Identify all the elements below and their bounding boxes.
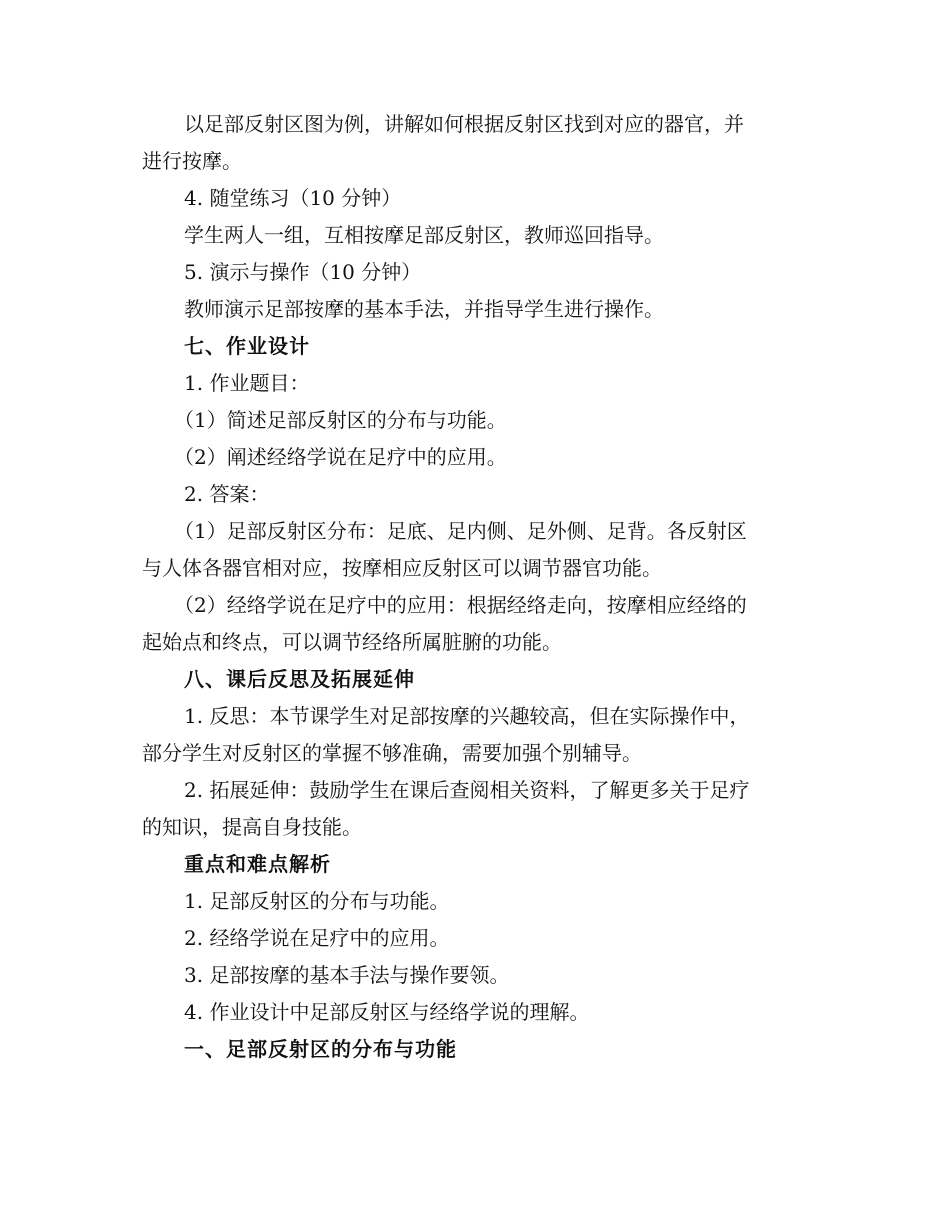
list-item: 5. 演示与操作（10 分钟） <box>184 260 422 284</box>
paragraph-line: 学生两人一组，互相按摩足部反射区，教师巡回指导。 <box>184 223 664 247</box>
list-item: 4. 作业设计中足部反射区与经络学说的理解。 <box>184 1000 590 1024</box>
document-body <box>142 106 810 1068</box>
sub-list-item: （2）阐述经络学说在足疗中的应用。 <box>174 445 507 469</box>
paragraph-line: 教师演示足部按摩的基本手法，并指导学生进行操作。 <box>184 297 664 321</box>
list-item: 2. 经络学说在足疗中的应用。 <box>184 926 450 950</box>
list-item: 1. 作业题目： <box>184 371 310 395</box>
paragraph-line: 进行按摩。 <box>142 149 242 173</box>
sub-list-item: （2）经络学说在足疗中的应用：根据经络走向，按摩相应经络的 <box>174 593 747 617</box>
paragraph-line: 的知识，提高自身技能。 <box>142 815 362 839</box>
list-item: 3. 足部按摩的基本手法与操作要领。 <box>184 963 510 987</box>
paragraph-line: 起始点和终点，可以调节经络所属脏腑的功能。 <box>142 630 562 654</box>
paragraph-line: 以足部反射区图为例，讲解如何根据反射区找到对应的器官，并 <box>184 112 744 136</box>
list-item: 1. 足部反射区的分布与功能。 <box>184 889 450 913</box>
paragraph-line: 与人体各器官相对应，按摩相应反射区可以调节器官功能。 <box>142 556 662 580</box>
list-item: 2. 答案： <box>184 482 270 506</box>
list-item: 2. 拓展延伸：鼓励学生在课后查阅相关资料，了解更多关于足疗 <box>184 778 750 802</box>
sub-list-item: （1）足部反射区分布：足底、足内侧、足外侧、足背。各反射区 <box>174 519 747 543</box>
section-heading: 一、足部反射区的分布与功能 <box>184 1037 457 1061</box>
list-item: 1. 反思：本节课学生对足部按摩的兴趣较高，但在实际操作中， <box>184 704 750 728</box>
section-heading: 重点和难点解析 <box>184 852 331 876</box>
sub-list-item: （1）简述足部反射区的分布与功能。 <box>174 408 507 432</box>
list-item: 4. 随堂练习（10 分钟） <box>184 186 402 210</box>
paragraph-line: 部分学生对反射区的掌握不够准确，需要加强个别辅导。 <box>142 741 642 765</box>
section-heading: 八、课后反思及拓展延伸 <box>184 667 415 691</box>
section-heading: 七、作业设计 <box>184 334 310 358</box>
